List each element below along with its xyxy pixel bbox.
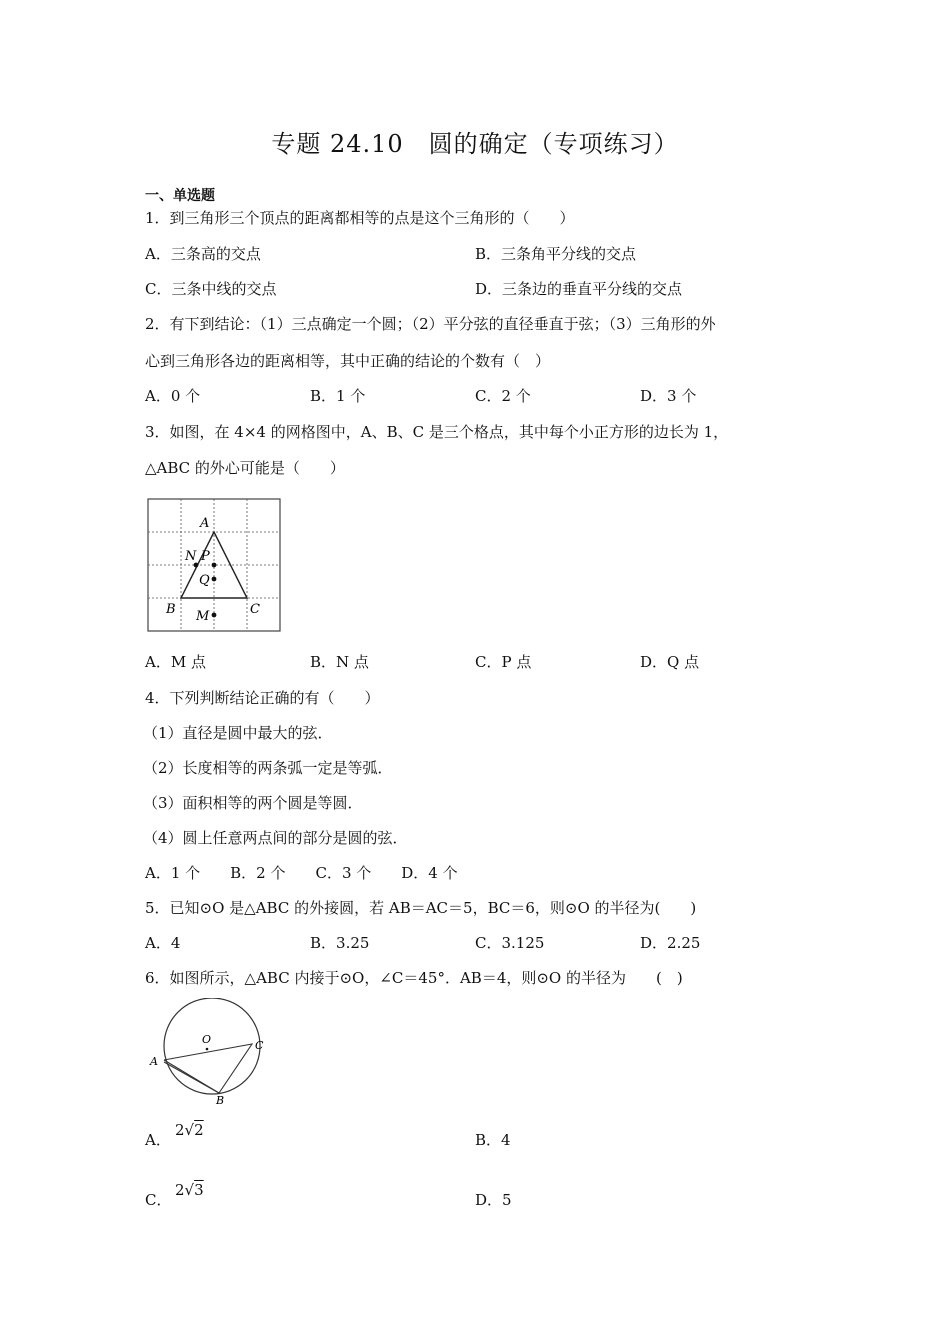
label-o: O bbox=[202, 1033, 212, 1046]
label-b: B bbox=[166, 602, 176, 617]
q2-option-a: A．0 个 bbox=[145, 387, 201, 405]
point-q-dot bbox=[212, 577, 217, 582]
q4-stem: 4．下列判断结论正确的有（ ） bbox=[145, 689, 380, 707]
q5-option-c: C．3.125 bbox=[475, 934, 545, 952]
q3-option-a: A．M 点 bbox=[145, 653, 206, 671]
q2-option-d: D．3 个 bbox=[640, 387, 697, 405]
label-b: B bbox=[216, 1094, 225, 1106]
q6-a-coefficient: 2 bbox=[175, 1121, 185, 1139]
q6-option-d: D．5 bbox=[475, 1191, 512, 1209]
q3-option-c: C．P 点 bbox=[475, 653, 532, 671]
center-o-dot bbox=[206, 1048, 209, 1051]
q5-option-a: A．4 bbox=[145, 934, 181, 952]
label-c: C bbox=[250, 602, 260, 617]
q6-c-coefficient: 2 bbox=[175, 1181, 185, 1199]
q2-stem-line2: 心到三角形各边的距离相等，其中正确的结论的个数有（ ） bbox=[145, 352, 551, 370]
q4-options: A．1 个 B．2 个 C．3 个 D．4 个 bbox=[145, 864, 458, 882]
q6-option-b: B．4 bbox=[475, 1131, 511, 1149]
q6-option-c-prefix: C． bbox=[145, 1191, 172, 1209]
q4-statement-2: （2）长度相等的两条弧一定是等弧． bbox=[143, 759, 393, 777]
q1-option-a: A．三条高的交点 bbox=[145, 245, 261, 263]
q2-option-b: B．1 个 bbox=[310, 387, 366, 405]
q1-option-b: B．三条角平分线的交点 bbox=[475, 245, 637, 263]
q6-option-c-expression bbox=[175, 1180, 204, 1200]
point-p-dot bbox=[212, 563, 217, 568]
q6-stem: 6．如图所示，△ABC 内接于⊙O，∠C＝45°．AB＝4，则⊙O 的半径为 ( ) bbox=[145, 969, 683, 987]
sqrt-icon: √ bbox=[184, 1181, 195, 1199]
q6-option-a-prefix: A． bbox=[145, 1131, 171, 1149]
q3-stem-line1: 3．如图，在 4×4 的网格图中，A、B、C 是三个格点，其中每个小正方形的边长为 1， bbox=[145, 423, 729, 441]
label-c: C bbox=[255, 1039, 264, 1052]
q4-statement-3: （3）面积相等的两个圆是等圆． bbox=[143, 794, 363, 812]
chord-ab-second bbox=[164, 1062, 219, 1093]
label-a: A bbox=[200, 516, 210, 531]
point-m-dot bbox=[212, 613, 217, 618]
q1-option-d: D．三条边的垂直平分线的交点 bbox=[475, 280, 683, 298]
q6-option-c bbox=[145, 1190, 171, 1210]
label-m: M bbox=[196, 609, 210, 624]
q1-option-c: C．三条中线的交点 bbox=[145, 280, 277, 298]
q6-c-radicand: 3 bbox=[194, 1181, 204, 1199]
label-q: Q bbox=[199, 573, 210, 588]
q3-stem-line2: △ABC 的外心可能是（ ） bbox=[145, 459, 345, 477]
q6-a-radicand: 2 bbox=[194, 1121, 204, 1139]
q6-option-a-expression bbox=[175, 1120, 204, 1140]
q2-stem-line1: 2．有下到结论：（1）三点确定一个圆；（2）平分弦的直径垂直于弦；（3）三角形的外 bbox=[145, 315, 716, 333]
label-n: N bbox=[185, 549, 197, 564]
label-p: P bbox=[201, 549, 210, 564]
q3-option-d: D．Q 点 bbox=[640, 653, 700, 671]
q4-statement-4: （4）圆上任意两点间的部分是圆的弦． bbox=[143, 829, 408, 847]
page-title: 专题 24.10 圆的确定（专项练习） bbox=[271, 130, 679, 158]
q5-option-d: D．2.25 bbox=[640, 934, 701, 952]
q5-stem: 5．已知⊙O 是△ABC 的外接圆，若 AB＝AC＝5，BC＝6，则⊙O 的半径为( ) bbox=[145, 899, 697, 917]
q6-option-a bbox=[145, 1130, 171, 1150]
sqrt-icon: √ bbox=[184, 1121, 195, 1139]
q2-option-c: C．2 个 bbox=[475, 387, 531, 405]
q5-option-b: B．3.25 bbox=[310, 934, 370, 952]
q3-grid-figure bbox=[146, 497, 282, 633]
q1-stem: 1．到三角形三个顶点的距离都相等的点是这个三角形的（ ） bbox=[145, 209, 575, 227]
circle-o bbox=[164, 998, 260, 1094]
q3-option-b: B．N 点 bbox=[310, 653, 369, 671]
q4-statement-1: （1）直径是圆中最大的弦． bbox=[143, 724, 333, 742]
label-a: A bbox=[150, 1055, 158, 1068]
section-heading: 一、单选题 bbox=[145, 188, 215, 204]
q6-circle-figure bbox=[146, 998, 272, 1106]
